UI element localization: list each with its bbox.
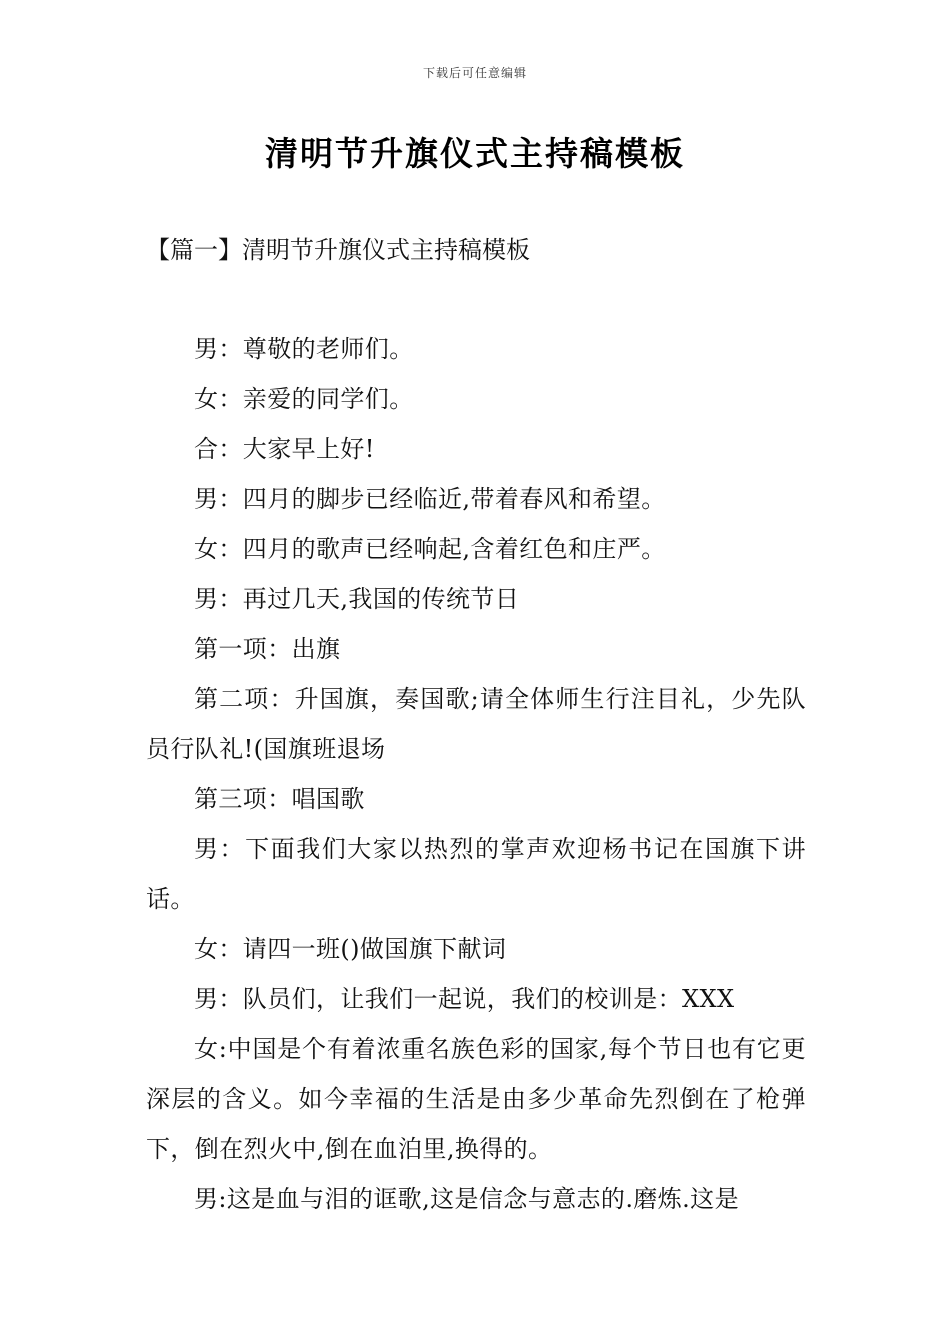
document-title: 清明节升旗仪式主持稿模板 (265, 134, 685, 173)
paragraph: 男：队员们，让我们一起说，我们的校训是：XXX (194, 985, 735, 1013)
section-title: 【篇一】清明节升旗仪式主持稿模板 (146, 236, 530, 264)
paragraph: 合：大家早上好! (194, 435, 375, 463)
paragraph: 女:中国是个有着浓重名族色彩的国家,每个节日也有它更深层的含义。如今幸福的生活是由多少革命先烈倒在了枪弹下，倒在烈火中,倒在血泊里,换得的。 (146, 1035, 806, 1163)
paragraph: 女：请四一班()做国旗下献词 (194, 935, 507, 963)
paragraph: 第二项：升国旗，奏国歌;请全体师生行注目礼，少先队员行队礼!(国旗班退场 (146, 685, 806, 763)
paragraph: 第三项：唱国歌 (194, 785, 365, 813)
document-body (146, 324, 806, 1224)
paragraph: 女：亲爱的同学们。 (194, 385, 414, 413)
paragraph: 第一项：出旗 (194, 635, 341, 663)
header-note: 下载后可任意编辑 (422, 66, 527, 80)
paragraph: 女：四月的歌声已经响起,含着红色和庄严。 (194, 535, 666, 563)
paragraph: 男：再过几天,我国的传统节日 (194, 585, 520, 613)
paragraph: 男：下面我们大家以热烈的掌声欢迎杨书记在国旗下讲话。 (146, 835, 806, 913)
paragraph: 男：尊敬的老师们。 (194, 335, 414, 363)
paragraph: 男:这是血与泪的诓歌,这是信念与意志的.磨炼.这是 (194, 1185, 739, 1213)
paragraph: 男：四月的脚步已经临近,带着春风和希望。 (194, 485, 666, 513)
